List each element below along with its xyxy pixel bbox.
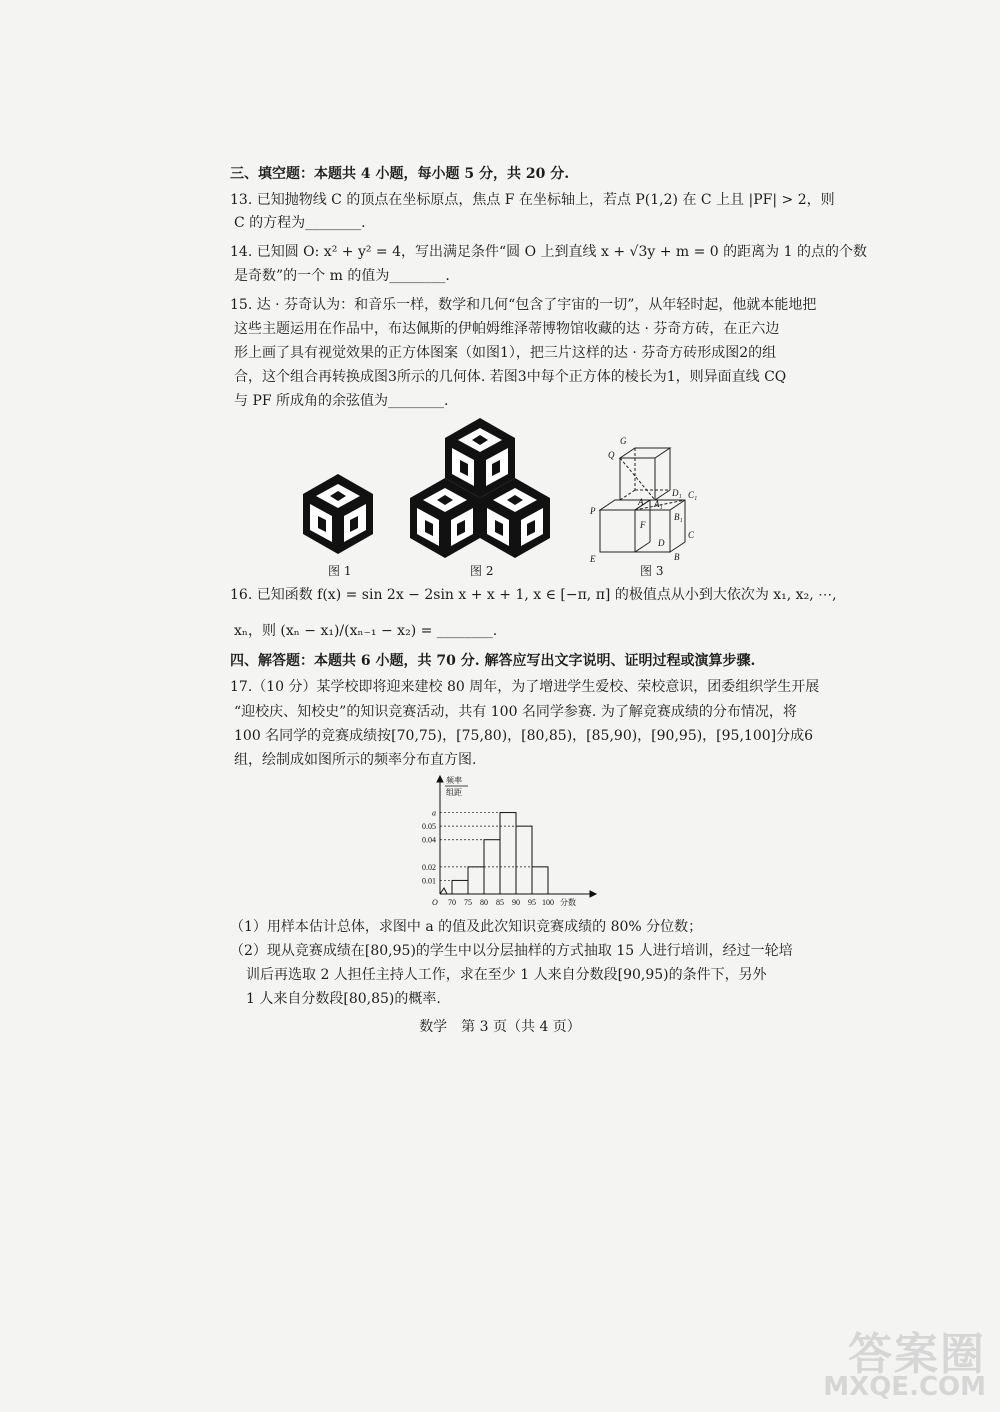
- q17-part1: （1）用样本估计总体，求图中 a 的值及此次知识竞赛成绩的 80% 分位数；: [230, 919, 703, 935]
- y-axis-arrow: [437, 776, 443, 782]
- x-axis-label: 分数: [560, 898, 576, 907]
- watermark-logo: 答案圈: [848, 1329, 986, 1380]
- origin-label: O: [432, 898, 438, 907]
- figure2-cubes: [410, 418, 550, 558]
- axis-break: [440, 888, 450, 894]
- q15-line5: 与 PF 所成角的余弦值为________.: [234, 393, 449, 409]
- y-tick-label: 0.02: [422, 862, 436, 872]
- q17-line2: “迎校庆、知校史”的知识竞赛活动，共有 100 名同学参赛. 为了解竞赛成绩的分布情况，将: [234, 704, 797, 720]
- histogram-bar: [500, 813, 516, 894]
- q14-line1: 14. 已知圆 O: x² + y² = 4，写出满足条件“圆 O 上到直线 x + √3y + m = 0 的距离为 1 的点的个数: [230, 244, 867, 260]
- svg-text:D: D: [658, 538, 665, 548]
- figure3-caption: 图 3: [640, 564, 664, 578]
- q15-line4: 合，这个组合再转换成图3所示的几何体. 若图3中每个正方体的棱长为1，则异面直线 CQ: [234, 369, 787, 385]
- q13-line1: 13. 已知抛物线 C 的顶点在坐标原点，焦点 F 在坐标轴上，若点 P(1,2) 在 C 上且 |PF| > 2，则: [230, 192, 835, 208]
- svg-text:Q: Q: [608, 450, 615, 460]
- svg-text:P: P: [590, 506, 596, 516]
- figure1-cube: [303, 474, 373, 554]
- q16-line1: 16. 已知函数 f(x) = sin 2x − 2sin x + x + 1, x ∈ [−π, π] 的极值点从小到大依次为 x₁, x₂, ⋯,: [230, 587, 837, 603]
- y-tick-label: a: [432, 808, 436, 818]
- x-tick-label: 90: [512, 898, 520, 907]
- y-axis-label-top: 频率: [446, 776, 462, 785]
- x-tick-label: 75: [464, 898, 472, 907]
- q17-part2-line3: 1 人来自分数段[80,85)的概率.: [246, 991, 441, 1007]
- svg-text:C₁: C₁: [688, 490, 698, 500]
- q17-line1: 17.（10 分）某学校即将迎来建校 80 周年，为了增进学生爱校、荣校意识，团委组织学生开展: [230, 679, 820, 695]
- q15-line2: 这些主题运用在作品中，布达佩斯的伊帕姆维泽蒂博物馆收藏的达 · 芬奇方砖，在正六边: [234, 321, 780, 337]
- q15-line1: 15. 达 · 芬奇认为：和音乐一样，数学和几何“包含了宇宙的一切”，从年轻时起，他就本能地把: [230, 297, 817, 313]
- x-axis-arrow: [590, 891, 596, 897]
- figure2-caption: 图 2: [470, 564, 494, 578]
- section3-header: 三、填空题：本题共 4 小题，每小题 5 分，共 20 分.: [230, 166, 570, 182]
- svg-text:D₁: D₁: [672, 488, 682, 498]
- x-tick-label: 85: [496, 898, 504, 907]
- svg-text:F: F: [640, 520, 646, 530]
- q15-line3: 形上画了具有视觉效果的正方体图案（如图1），把三片这样的达 · 芬奇方砖形成图2的组: [234, 345, 777, 361]
- page-footer: 数学 第 3 页（共 4 页）: [419, 1019, 581, 1035]
- cube-figures: [290, 410, 730, 570]
- y-tick-label: 0.04: [422, 835, 436, 845]
- watermark-url: MXQE.COM: [823, 1372, 986, 1402]
- frequency-histogram: [410, 772, 600, 912]
- svg-text:C: C: [688, 530, 695, 540]
- svg-text:E: E: [590, 554, 596, 564]
- svg-text:G: G: [620, 436, 627, 446]
- y-tick-label: 0.05: [422, 822, 436, 832]
- y-tick-label: 0.01: [422, 876, 436, 886]
- x-tick-label: 80: [480, 898, 488, 907]
- q17-part2-line2: 训后再选取 2 人担任主持人工作，求在至少 1 人来自分数段[90,95)的条件下，另外: [246, 967, 767, 983]
- svg-text:B₁: B₁: [674, 512, 683, 522]
- section4-header: 四、解答题：本题共 6 小题，共 70 分. 解答应写出文字说明、证明过程或演算步骤.: [230, 653, 756, 669]
- svg-text:A₁: A₁: [654, 499, 663, 509]
- q17-line4: 组，绘制成如图所示的频率分布直方图.: [234, 752, 477, 768]
- x-tick-label: 70: [448, 898, 456, 907]
- q16-line2: xₙ，则 (xₙ − x₁)/(xₙ₋₁ − x₂) = ________.: [234, 623, 498, 639]
- q17-part2-line1: （2）现从竞赛成绩在[80,95)的学生中以分层抽样的方式抽取 15 人进行培训，经过一轮培: [230, 943, 793, 959]
- q13-line2: C 的方程为________.: [234, 215, 366, 231]
- q17-line3: 100 名同学的竞赛成绩按[70,75)，[75,80)，[80,85)，[85,90)，[90,95)，[95,100]分成6: [234, 728, 814, 744]
- q14-line2: 是奇数”的一个 m 的值为________.: [234, 268, 450, 284]
- histogram-bar: [532, 867, 548, 894]
- svg-text:B: B: [674, 552, 680, 562]
- histogram-bar: [516, 826, 532, 894]
- svg-text:A: A: [638, 497, 644, 507]
- x-tick-label: 100: [542, 898, 554, 907]
- x-tick-label: 95: [528, 898, 536, 907]
- y-axis-label-bottom: 组距: [446, 788, 462, 797]
- histogram-bar: [452, 880, 468, 894]
- figure1-caption: 图 1: [328, 564, 352, 578]
- histogram-bar: [468, 867, 484, 894]
